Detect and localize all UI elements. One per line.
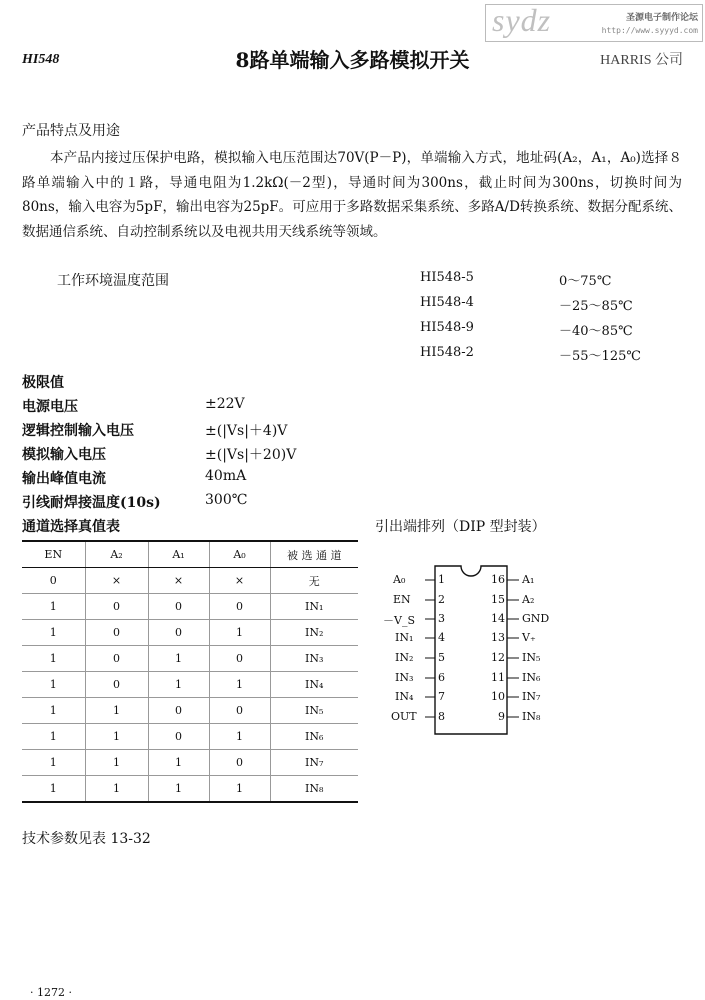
table-cell: 1	[148, 776, 209, 803]
table-cell: IN₂	[270, 620, 358, 646]
table-cell: IN₇	[270, 750, 358, 776]
pin-name: IN₈	[522, 710, 541, 723]
table-cell: 1	[22, 620, 85, 646]
temperature-label: 工作环境温度范围	[57, 273, 169, 289]
pin-name: A₁	[522, 573, 535, 586]
table-cell: 1	[22, 724, 85, 750]
pin-name: IN₇	[522, 690, 541, 703]
pin-number: 10	[491, 690, 505, 703]
pin-name: EN	[393, 593, 411, 606]
table-cell: IN₃	[270, 646, 358, 672]
temperature-range: －55～125℃	[559, 349, 641, 364]
limit-value: ±22V	[205, 396, 245, 412]
pin-name: A₀	[393, 573, 406, 586]
temperature-range: －25～85℃	[559, 299, 633, 314]
table-cell: 0	[22, 568, 85, 594]
table-cell: 0	[209, 594, 270, 620]
watermark-url: http://www.syyyd.com	[601, 26, 698, 35]
pin-number: 14	[491, 612, 505, 625]
watermark	[485, 4, 703, 42]
limit-label: 输出峰值电流	[22, 471, 106, 487]
table-cell: 0	[148, 724, 209, 750]
pin-name: IN₃	[395, 671, 414, 684]
table-cell: 0	[85, 594, 148, 620]
table-row	[22, 620, 358, 646]
limit-label: 模拟输入电压	[22, 447, 106, 463]
table-header-row	[22, 541, 358, 568]
column-header: A₂	[85, 541, 148, 568]
table-cell: 1	[22, 750, 85, 776]
table-cell: IN₄	[270, 672, 358, 698]
watermark-site-name: 圣源电子制作论坛	[625, 13, 698, 23]
limit-row	[22, 396, 245, 416]
pin-number: 7	[438, 690, 445, 703]
pinout-heading: 引出端排列（DIP 型封装）	[375, 519, 546, 535]
table-row	[22, 594, 358, 620]
table-cell: IN₅	[270, 698, 358, 724]
limit-label: 引线耐焊接温度(10s)	[22, 495, 161, 511]
table-cell: ×	[148, 568, 209, 594]
pin-name: V₊	[522, 631, 536, 644]
table-row	[22, 698, 358, 724]
temperature-model: HI548-9	[420, 320, 474, 335]
table-cell: 1	[22, 646, 85, 672]
limit-row	[22, 468, 247, 488]
table-cell: 0	[85, 646, 148, 672]
pin-number: 1	[438, 573, 445, 586]
pin-number: 3	[438, 612, 445, 625]
table-cell: 1	[85, 750, 148, 776]
pin-number: 9	[498, 710, 505, 723]
table-cell: 1	[209, 776, 270, 803]
pin-number: 8	[438, 710, 445, 723]
limit-value: 40mA	[205, 468, 247, 484]
column-header: A₁	[148, 541, 209, 568]
table-cell: IN₈	[270, 776, 358, 803]
features-paragraph: 本产品内接过压保护电路，模拟输入电压范围达70V(P－P)，单端输入方式，地址码(A₂，A₁，A₀)选择８路单端输入中的１路，导通电阻为1.2kΩ(－2型)，导通时间为300ns，截止时间为300ns，切换时间为80ns，输入电容为5pF，输出电容为25pF。可应用于多路数据采集系统、多路A/D转换系统、数据分配系统、数据通信系统、自动控制系统以及电视共用天线系统等领域。	[22, 150, 682, 240]
features-heading: 产品特点及用途	[22, 123, 120, 139]
table-cell: 1	[85, 724, 148, 750]
pin-number: 11	[491, 671, 505, 684]
table-row	[22, 750, 358, 776]
parameter-reference: 技术参数见表 13-32	[22, 831, 151, 847]
table-cell: 1	[22, 776, 85, 803]
table-cell: 1	[209, 672, 270, 698]
pin-number: 16	[491, 573, 505, 586]
column-header: A₀	[209, 541, 270, 568]
pin-name: OUT	[391, 710, 417, 723]
column-header: EN	[22, 541, 85, 568]
table-cell: 1	[209, 620, 270, 646]
table-row	[22, 672, 358, 698]
limit-row	[22, 492, 248, 512]
truth-table	[22, 540, 358, 803]
table-row	[22, 724, 358, 750]
limit-row	[22, 444, 297, 464]
limit-value: ±(|Vs|＋20)V	[205, 447, 297, 463]
table-cell: 0	[209, 646, 270, 672]
table-cell: 无	[270, 568, 358, 594]
pin-name: A₂	[522, 593, 535, 606]
temperature-range: －40～85℃	[559, 324, 633, 339]
table-row	[22, 776, 358, 803]
truth-table-heading: 通道选择真值表	[22, 519, 120, 535]
pin-name: IN₆	[522, 671, 541, 684]
table-cell: ×	[85, 568, 148, 594]
table-cell: 1	[85, 698, 148, 724]
table-cell: 0	[209, 750, 270, 776]
vendor-name: HARRIS 公司	[600, 53, 683, 68]
pin-name: IN₄	[395, 690, 414, 703]
table-cell: 1	[148, 672, 209, 698]
table-cell: 0	[148, 594, 209, 620]
table-cell: ×	[209, 568, 270, 594]
temperature-model: HI548-2	[420, 345, 474, 360]
pin-number: 6	[438, 671, 445, 684]
table-cell: 1	[148, 750, 209, 776]
pin-number: 5	[438, 651, 445, 664]
table-cell: 0	[85, 620, 148, 646]
table-cell: 1	[22, 594, 85, 620]
limit-label: 电源电压	[22, 399, 78, 415]
pin-number: 15	[491, 593, 505, 606]
table-cell: 1	[85, 776, 148, 803]
table-cell: 1	[209, 724, 270, 750]
pin-name: IN₂	[395, 651, 414, 664]
pin-number: 2	[438, 593, 445, 606]
table-cell: 0	[209, 698, 270, 724]
pin-number: 13	[491, 631, 505, 644]
page-title: 8路单端输入多路模拟开关	[235, 48, 470, 72]
temperature-model: HI548-4	[420, 295, 474, 310]
temperature-range: 0～75℃	[559, 274, 612, 289]
pin-number: 4	[438, 631, 445, 644]
limit-row	[22, 420, 288, 440]
table-row	[22, 646, 358, 672]
limits-heading: 极限值	[22, 375, 64, 391]
limit-value: 300℃	[205, 492, 248, 508]
temperature-model: HI548-5	[420, 270, 474, 285]
limit-label: 逻辑控制输入电压	[22, 423, 134, 439]
table-cell: 1	[22, 698, 85, 724]
part-number: HI548	[22, 52, 60, 67]
table-row	[22, 568, 358, 594]
column-header: 被 选 通 道	[270, 541, 358, 568]
pin-name: IN₁	[395, 631, 414, 644]
page-number: · 1272 ·	[30, 986, 72, 999]
table-cell: 1	[22, 672, 85, 698]
table-cell: 1	[148, 646, 209, 672]
limit-value: ±(|Vs|＋4)V	[205, 423, 288, 439]
table-cell: 0	[148, 620, 209, 646]
pin-name: IN₅	[522, 651, 541, 664]
pin-number: 12	[491, 651, 505, 664]
table-cell: 0	[85, 672, 148, 698]
table-cell: 0	[148, 698, 209, 724]
watermark-logo: sydz	[492, 2, 552, 38]
table-cell: IN₆	[270, 724, 358, 750]
dip-pinout-diagram	[383, 560, 565, 740]
table-cell: IN₁	[270, 594, 358, 620]
pin-name: GND	[522, 612, 550, 625]
pin-name: －V_S	[383, 614, 415, 627]
